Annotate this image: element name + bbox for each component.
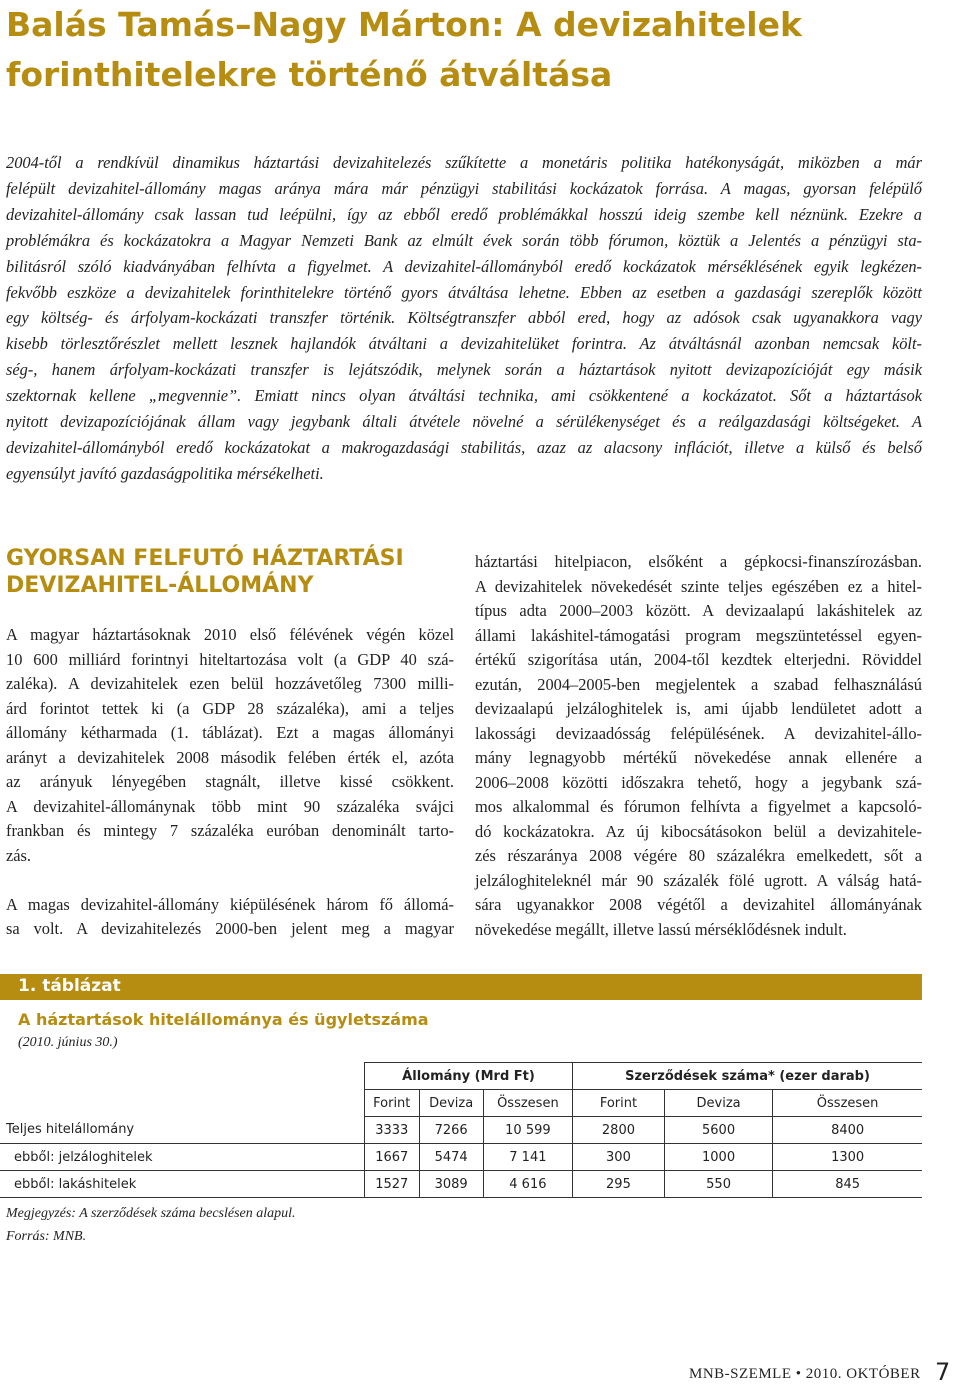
group-header-stock: Állomány (Mrd Ft) [365, 1063, 573, 1090]
abstract-line: egy költség- és árfolyam-kockázati transzfer történik. Költségtranszfer abból ered, hogy az adósok csak ugyanakkora vagy [6, 308, 922, 328]
body-line: A devizahitel-állománynak több mint 90 százaléka svájci [6, 796, 454, 816]
column-header: Forint [365, 1090, 420, 1117]
body-line: értékű szigorítása után, 2004-től kezdtek elterjedni. Röviddel [475, 650, 922, 669]
body-line: sára ugyanakkor 2008 végétől a devizahitel állományának [475, 895, 922, 914]
body-column-right [475, 550, 922, 942]
journal-footer: MNB-SZEMLE • 2010. OKTÓBER [689, 1366, 921, 1382]
body-line: az arányuk lényegében stagnált, illetve kissé csökkent. [6, 772, 454, 791]
column-header: Összesen [773, 1090, 922, 1117]
body-column-left [6, 623, 454, 942]
table-cell: 3333 [365, 1117, 420, 1144]
table-date: (2010. június 30.) [18, 1035, 118, 1050]
body-line: arányt a devizahitelek 2008 második felében érték el, azóta [6, 747, 454, 767]
body-line: zés részaránya 2008 végére 80 százalékra emelkedett, sőt a [475, 846, 922, 865]
table-cell: 7266 [419, 1117, 483, 1144]
row-label: Teljes hitelállomány [0, 1117, 365, 1144]
table-cell: 3089 [419, 1171, 483, 1198]
body-line: sa volt. A devizahitelezés 2000-ben jelent meg a magyar [6, 919, 454, 938]
body-line: A devizahitelek növekedését szinte teljes egészében ez a hitel- [475, 576, 922, 596]
abstract [6, 150, 922, 487]
body-line: jelzáloghiteleknél már 90 százalék fölé ugrott. A válság hatá- [475, 870, 922, 890]
data-table [0, 1062, 922, 1198]
table-cell: 1667 [365, 1144, 420, 1171]
body-line: mos alkalommal és fórumon felhívta a figyelmet a kapcsoló- [475, 797, 922, 816]
body-line: 10 600 milliárd forintnyi hiteltartozása volt (a GDP 40 szá- [6, 649, 454, 669]
title-line-2: forinthitelekre történő átváltása [6, 55, 613, 94]
body-line: zaléka). A devizahitelek ezen belül hozzávetőleg 7300 milli- [6, 674, 454, 693]
body-line: háztartási hitelpiacon, elsőként a gépkocsi-finanszírozásban. [475, 552, 922, 571]
table-cell: 1300 [773, 1144, 922, 1171]
body-line: zás. [6, 845, 32, 865]
body-line: dó kockázatokra. Az új kibocsátásokon belül a devizahitele- [475, 821, 922, 841]
abstract-line: ség-, hanem árfolyam-kockázati transzfer is lejátszódik, melynek során a háztartások nyitott devizapozícióját egy másik [6, 360, 922, 380]
section-heading [6, 545, 404, 599]
body-line: devizaalapú jelzáloghitelek is, ami újabb lendületet adott a [475, 699, 922, 718]
table-source: Forrás: MNB. [6, 1229, 87, 1244]
column-header: Forint [573, 1090, 665, 1117]
row-label: ebből: lakáshitelek [0, 1171, 365, 1198]
section-heading-line-1: GYORSAN FELFUTÓ HÁZTARTÁSI [6, 546, 404, 571]
table-cell: 5600 [664, 1117, 772, 1144]
table-cell: 295 [573, 1171, 665, 1198]
body-line: lakossági devizaadósság felépülésének. A devizahitel-állo- [475, 723, 922, 743]
table-corner [0, 1063, 365, 1090]
table-cell: 300 [573, 1144, 665, 1171]
abstract-line: szektornak kellene „megvennie”. Emiatt nincs olyan átváltási technika, ami csökkentené a kockázatot. Sőt a háztartások [6, 386, 922, 406]
table-cell: 1527 [365, 1171, 420, 1198]
table-group-header-row [0, 1063, 922, 1090]
section-heading-line-2: DEVIZAHITEL-ÁLLOMÁNY [6, 573, 314, 598]
table-cell: 845 [773, 1171, 922, 1198]
table-cell: 4 616 [483, 1171, 572, 1198]
abstract-line: kisebb törlesztőrészlet mellett lesznek hajlandók átváltani a devizahitelüket forintra. Az átváltásnál azonban nemcsak költ- [6, 334, 922, 354]
table-row [0, 1144, 922, 1171]
body-line: A magas devizahitel-állomány kiépülésének három fő állomá- [6, 894, 454, 914]
group-header-contracts: Szerződések száma* (ezer darab) [573, 1063, 923, 1090]
abstract-line: devizahitel-állományból eredő kockázatokat a makrogazdasági stabilitás, azaz az alacsony inflációt, illetve a külső és belső [6, 437, 922, 457]
abstract-line: devizahitel-állomány csak lassan tud leépülni, így az ebből eredő problémákkal hosszú ideig szembe kell néznünk. Ezekre a [6, 204, 922, 224]
table-title: A háztartások hitelállománya és ügyletszáma [18, 1010, 429, 1029]
column-header: Deviza [664, 1090, 772, 1117]
article-title [6, 0, 946, 100]
body-line: növekedése megállt, illetve lassú mérséklődésnek indult. [475, 919, 847, 939]
abstract-line: felépült devizahitel-állomány magas aránya mára már pénzügyi stabilitási kockázatok forrása. A magas, gyorsan felépülő [6, 178, 922, 198]
table-corner [0, 1090, 365, 1117]
table-row [0, 1171, 922, 1198]
abstract-line: fekvőbb eszköze a devizahitelek forinthitelekre történő gyors átváltása lehetne. Ebben az esetben a gazdasági szereplők között [6, 282, 922, 302]
row-label: ebből: jelzáloghitelek [0, 1144, 365, 1171]
column-header: Deviza [419, 1090, 483, 1117]
abstract-line: egyensúlyt javító gazdaságpolitika mérsékelheti. [6, 463, 324, 483]
body-line: A magyar háztartásoknak 2010 első félévének végén közel [6, 625, 454, 644]
table-subheader-row [0, 1090, 922, 1117]
table-row [0, 1117, 922, 1144]
body-line: mány legnagyobb mértékű növekedése annak ellenére a [475, 748, 922, 767]
page-number: 7 [935, 1358, 951, 1386]
body-line: állami lakáshitel-támogatási program megszüntetéssel egyen- [475, 625, 922, 645]
body-line: ezután, 2004–2005-ben megjelentek a szabad felhasználású [475, 674, 922, 694]
body-line: típus adta 2000–2003 között. A devizaalapú lakáshitelek az [475, 601, 922, 620]
abstract-line: problémákra és kockázatokra a Magyar Nemzeti Bank az elmúlt évek során több fórumon, köztük a Jelentés a pénzügyi sta- [6, 230, 922, 250]
table-number: 1. táblázat [18, 976, 121, 996]
table-cell: 7 141 [483, 1144, 572, 1171]
table-header-bar [0, 974, 922, 1000]
table-cell: 1000 [664, 1144, 772, 1171]
abstract-line: bilitásról szóló kiadványában felhívta a figyelmet. A devizahitel-állományból eredő kockázatok mérséklésének egyik legkézen- [6, 256, 922, 276]
table-cell: 8400 [773, 1117, 922, 1144]
table-cell: 550 [664, 1171, 772, 1198]
abstract-line: nyitott devizapozíciójának állam vagy jegybank általi átvétele növelné a sérülékenységet és a reálgazdasági költségeket. A [6, 412, 922, 432]
abstract-line: 2004-től a rendkívül dinamikus háztartási devizahitelezés szűkítette a monetáris politika hatékonyságát, miközben a már [6, 153, 922, 172]
table-cell: 10 599 [483, 1117, 572, 1144]
table-note: Megjegyzés: A szerződések száma becslésen alapul. [6, 1206, 296, 1221]
table-cell: 2800 [573, 1117, 665, 1144]
body-line: 2006–2008 közötti időszakra tehető, hogy a jegybank szá- [475, 772, 922, 792]
body-line: frankban és mintegy 7 százaléka euróban denominált tarto- [6, 821, 454, 840]
title-line-1: Balás Tamás–Nagy Márton: A devizahitelek [6, 5, 802, 44]
paragraph-gap [6, 868, 454, 893]
column-header: Összesen [483, 1090, 572, 1117]
table-cell: 5474 [419, 1144, 483, 1171]
body-line: árd forintot tettek ki (a GDP 28 százaléka), ami a teljes [6, 698, 454, 718]
body-line: állomány kétharmada (1. táblázat). Ezt a magas állományi [6, 723, 454, 742]
